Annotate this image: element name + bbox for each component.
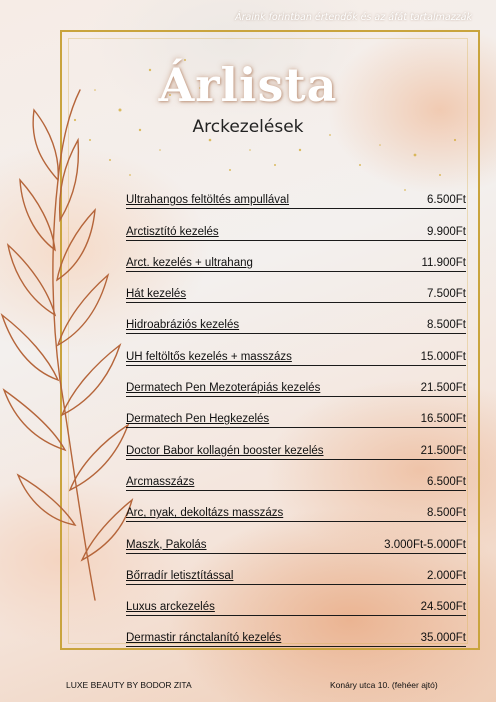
treatment-name: Hát kezelés (126, 288, 187, 301)
price-row (126, 428, 466, 459)
treatment-name: Dermastir ránctalanító kezelés (126, 632, 282, 645)
treatment-price: 9.900Ft (427, 225, 466, 238)
price-row (126, 585, 466, 616)
price-row (126, 178, 466, 209)
treatment-name: Arctisztító kezelés (126, 225, 219, 238)
treatment-name: Bőrradír letisztítással (126, 569, 234, 582)
treatment-name: Hidroabráziós kezelés (126, 319, 240, 332)
treatment-price: 24.500Ft (420, 601, 466, 614)
treatment-price: 3.000Ft-5.000Ft (384, 538, 466, 551)
treatment-name: Ultrahangos feltöltés ampullával (126, 194, 290, 207)
price-row (126, 334, 466, 365)
price-list (126, 178, 466, 647)
price-row (126, 460, 466, 491)
price-row (126, 366, 466, 397)
price-row (126, 241, 466, 272)
price-row (126, 272, 466, 303)
treatment-price: 11.900Ft (421, 256, 466, 269)
price-row (126, 522, 466, 553)
treatment-name: Arcmasszázs (126, 475, 195, 488)
price-row (126, 209, 466, 240)
footer-address: Konáry utca 10. (fehéer ajtó) (330, 680, 438, 690)
section-subtitle: Arckezelések (192, 117, 304, 137)
treatment-name: Luxus arckezelés (126, 601, 215, 614)
treatment-price: 15.000Ft (420, 350, 466, 363)
treatment-name: Arc, nyak, dekoltázs masszázs (126, 507, 284, 520)
treatment-price: 21.500Ft (420, 444, 466, 457)
treatment-name: Dermatech Pen Hegkezelés (126, 413, 270, 426)
treatment-price: 6.500Ft (427, 194, 466, 207)
treatment-price: 8.500Ft (427, 507, 466, 520)
price-row (126, 491, 466, 522)
price-row (126, 397, 466, 428)
treatment-price: 21.500Ft (420, 382, 466, 395)
footer-brand: LUXE BEAUTY BY BODOR ZITA (66, 680, 192, 690)
treatment-price: 35.000Ft (420, 632, 466, 645)
leaf-branch-illustration (0, 80, 140, 620)
page-title: Árlista (158, 58, 338, 112)
treatment-name: Dermatech Pen Mezoterápiás kezelés (126, 382, 321, 395)
treatment-price: 16.500Ft (420, 413, 466, 426)
treatment-price: 6.500Ft (427, 475, 466, 488)
treatment-name: UH feltöltős kezelés + masszázs (126, 350, 292, 363)
price-row (126, 616, 466, 647)
treatment-price: 7.500Ft (427, 288, 466, 301)
treatment-name: Arct. kezelés + ultrahang (126, 256, 253, 269)
treatment-name: Doctor Babor kollagén booster kezelés (126, 444, 324, 457)
price-row (126, 554, 466, 585)
treatment-name: Maszk, Pakolás (126, 538, 207, 551)
vat-note: Áraink forintban értendők és az áfát tartalmazzák (235, 12, 472, 23)
price-row (126, 303, 466, 334)
treatment-price: 8.500Ft (427, 319, 466, 332)
treatment-price: 2.000Ft (427, 569, 466, 582)
